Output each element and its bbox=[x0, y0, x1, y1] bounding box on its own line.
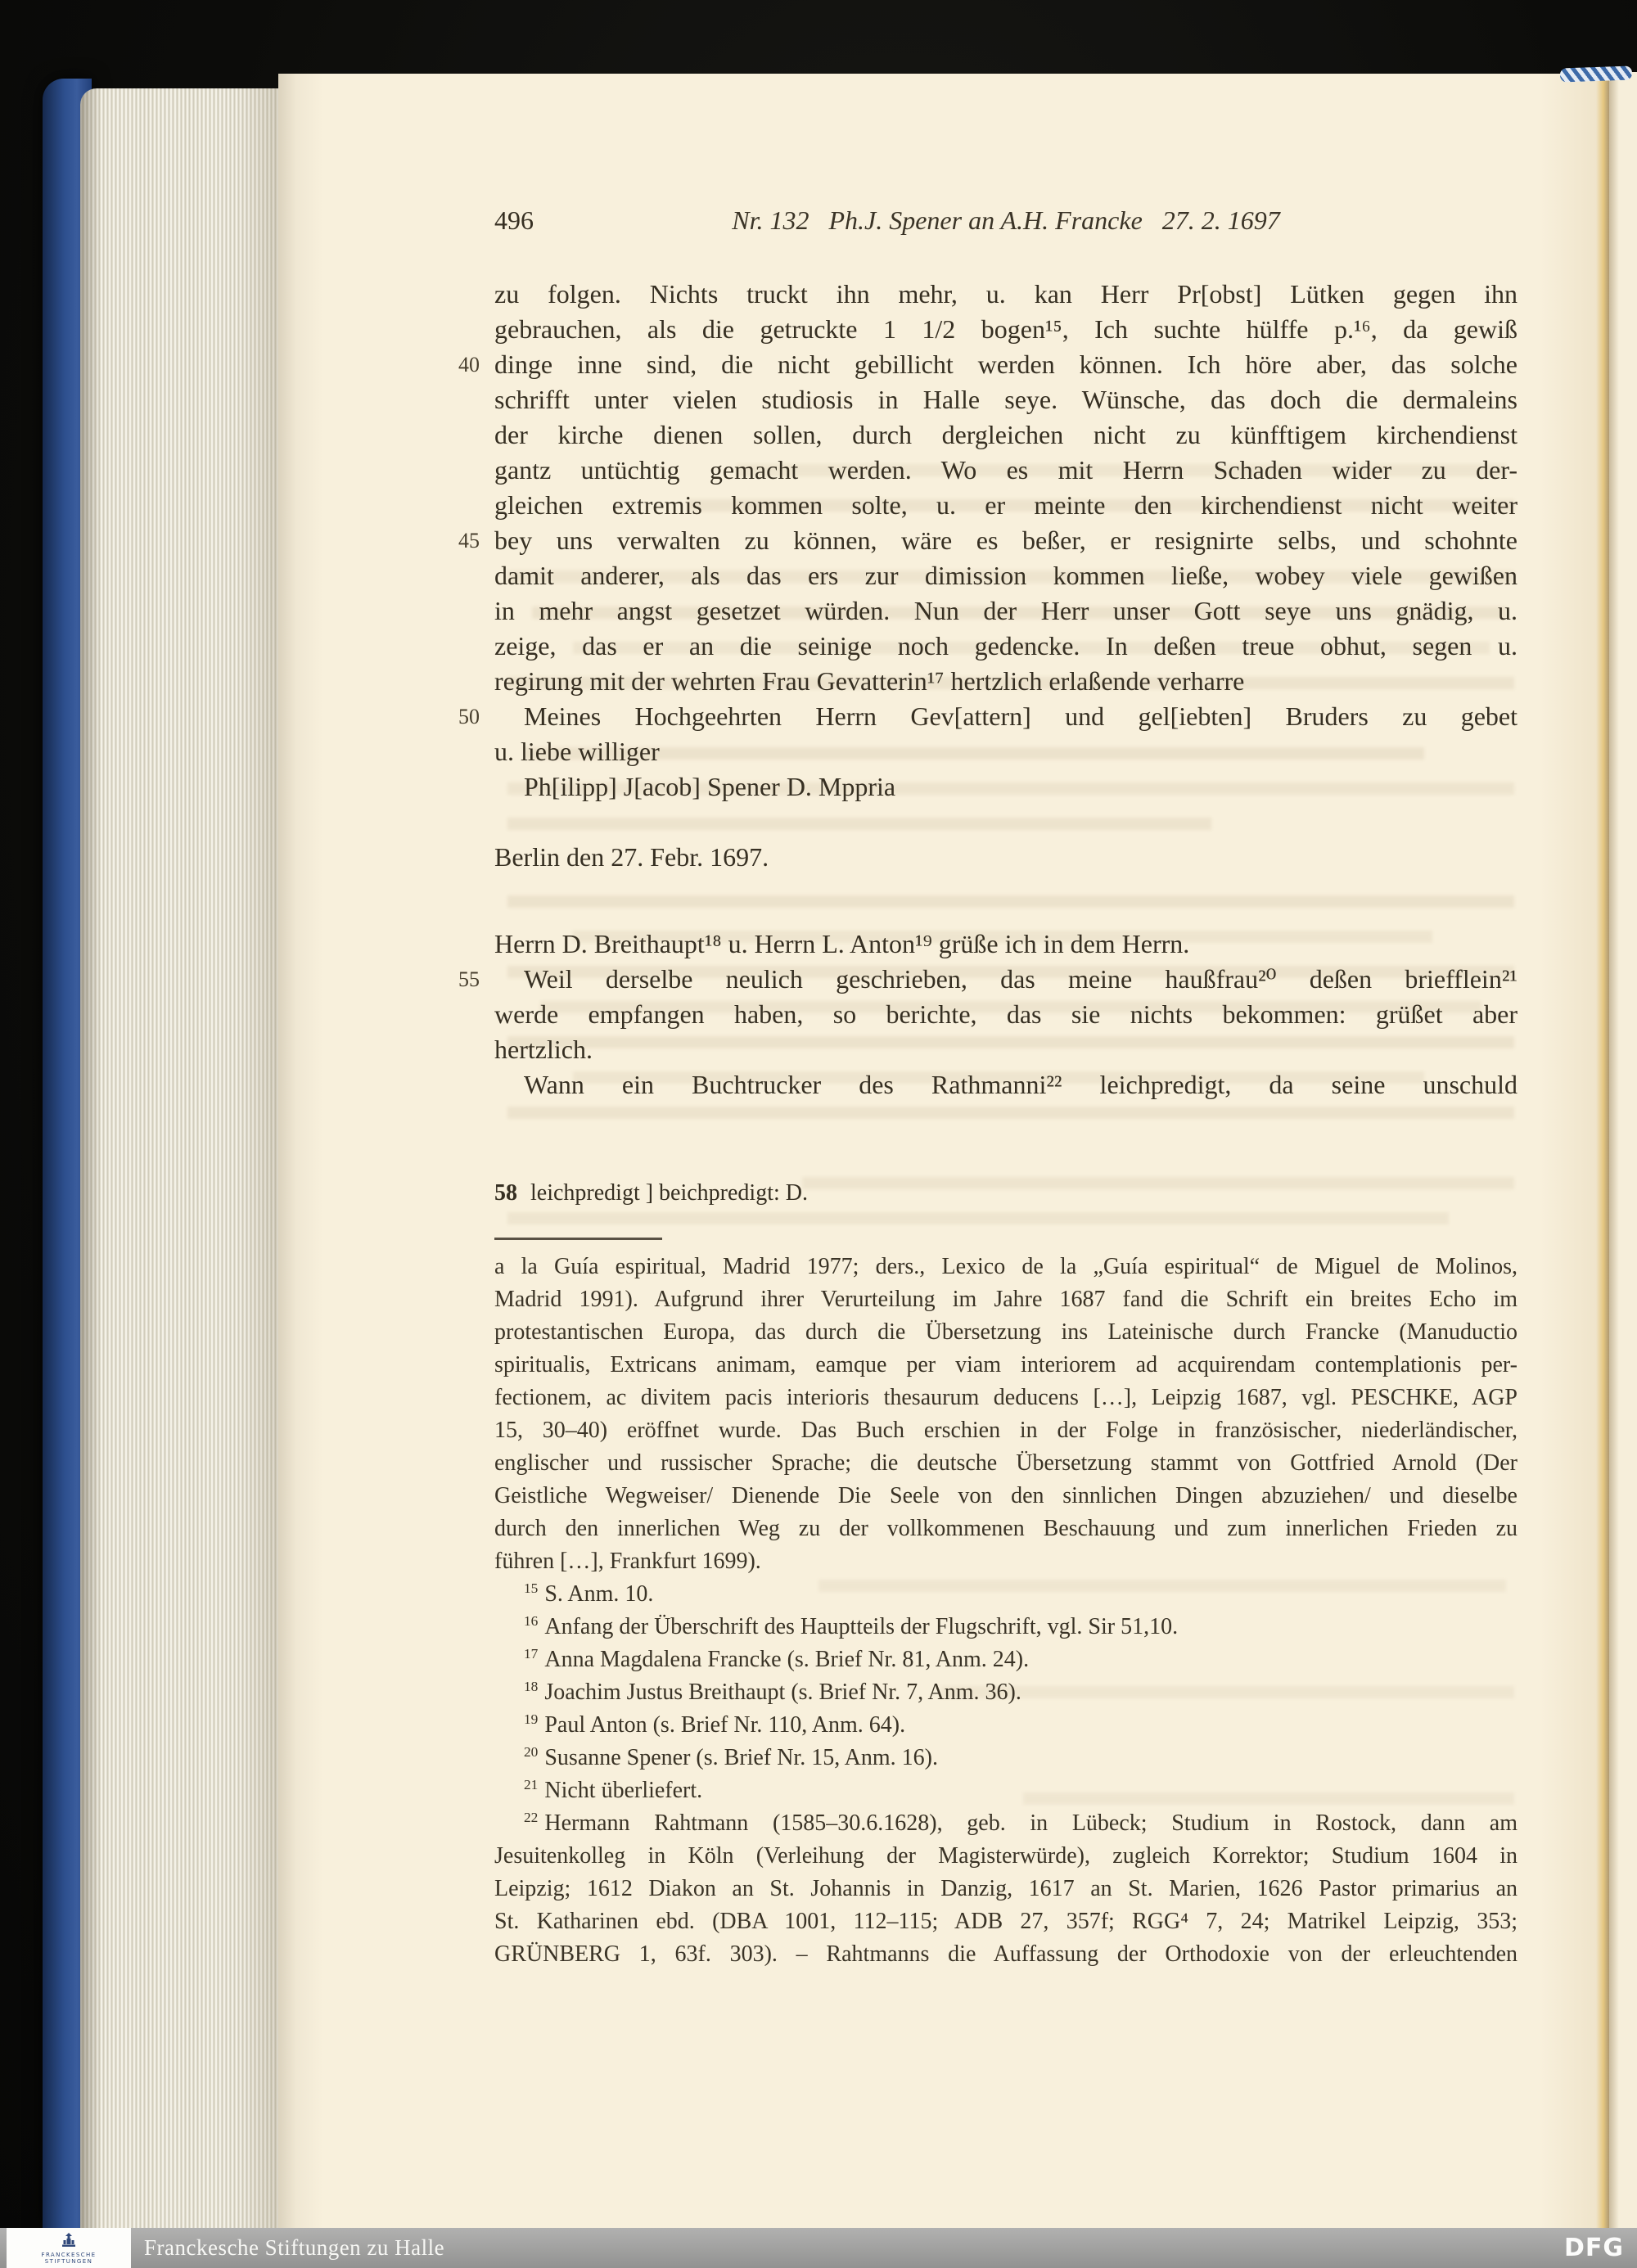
footnote-line: Madrid 1991). Aufgrund ihrer Verurteilung im Jahre 1687 fand die Schrift ein breites Echo im bbox=[494, 1287, 1517, 1312]
franckesche-stiftungen-logo bbox=[7, 2228, 131, 2268]
dfg-logo: DFG bbox=[1563, 2234, 1624, 2262]
letter-line: gebrauchen, als die getruckte 1 1/2 bogen¹⁵, Ich suchte hülffe p.¹⁶, da gewiß bbox=[494, 314, 1517, 344]
footnote-item bbox=[494, 1676, 1517, 1709]
letter-body bbox=[494, 277, 1517, 805]
footnote-carryover bbox=[494, 1251, 1517, 1578]
footnote-line: GRÜNBERG 1, 63f. 303). – Rahtmanns die Auffassung der Orthodoxie von der erleuchtenden bbox=[494, 1941, 1517, 1967]
footnote-number: 16 bbox=[524, 1612, 539, 1629]
footnote-text: Anna Magdalena Francke (s. Brief Nr. 81, Anm. 24). bbox=[544, 1647, 1030, 1672]
footnote-text: Joachim Justus Breithaupt (s. Brief Nr. 7, Anm. 36). bbox=[544, 1680, 1021, 1705]
headband bbox=[1560, 65, 1633, 82]
facing-page-sliver bbox=[1609, 72, 1637, 2228]
critical-apparatus bbox=[494, 1177, 808, 1210]
letter-line: zeige, das er an die seinige noch gedencke. In deßen treue obhut, segen u. bbox=[494, 631, 1517, 661]
postscript-line: hertzlich. bbox=[494, 1035, 593, 1064]
footnote-line: 15, 30–40) eröffnet wurde. Das Buch erschien in der Folge in französischer, niederländischer, bbox=[494, 1418, 1517, 1443]
letter-line: der kirche dienen sollen, durch dergleichen nicht zu künfftigem kirchendienst bbox=[494, 420, 1517, 449]
letter-line: gantz untüchtig gemacht werden. Wo es mit Herrn Schaden wider zu der- bbox=[494, 455, 1517, 485]
footnote-item bbox=[494, 1742, 1517, 1774]
apparatus-entry: leichpredigt ] beichpredigt: D. bbox=[530, 1180, 808, 1206]
footnote-text: Paul Anton (s. Brief Nr. 110, Anm. 64). bbox=[544, 1712, 906, 1738]
footnote-item bbox=[494, 1578, 1517, 1611]
footnote-number: 21 bbox=[524, 1776, 539, 1792]
footnote-line: Leipzig; 1612 Diakon an St. Johannis in Danzig, 1617 an St. Marien, 1626 Pastor primarius an bbox=[494, 1876, 1517, 1901]
margin-line-number: 45 bbox=[458, 529, 480, 552]
footnote-line: führen […], Frankfurt 1699). bbox=[494, 1549, 761, 1574]
postscript-line: werde empfangen haben, so berichte, das sie nichts bekommen: grüßet aber bbox=[494, 999, 1517, 1029]
page-number: 496 bbox=[494, 205, 534, 235]
letter-signature: Ph[ilipp] J[acob] Spener D. Mppria bbox=[524, 772, 896, 801]
footnote-item bbox=[494, 1709, 1517, 1742]
footnote-number: 19 bbox=[524, 1711, 539, 1727]
letter-date: Berlin den 27. Febr. 1697. bbox=[494, 842, 769, 872]
letter-line: u. liebe williger bbox=[494, 737, 660, 766]
footnote-line bbox=[494, 1807, 1517, 1840]
footnote-list bbox=[494, 1578, 1517, 1807]
gutter-fold bbox=[1596, 74, 1609, 2228]
footnote-number: 22 bbox=[524, 1809, 539, 1825]
footnote-item-22 bbox=[494, 1807, 1517, 1971]
letter-line: Meines Hochgeehrten Herrn Gev[attern] und gel[iebten] Bruders zu gebet bbox=[524, 701, 1517, 731]
letter-dateline bbox=[494, 840, 1517, 875]
footnote-number: 20 bbox=[524, 1743, 539, 1760]
postscript-line: Weil derselbe neulich geschrieben, das meine haußfrau²⁰ deßen briefflein²¹ bbox=[524, 964, 1517, 994]
footnote-text: Susanne Spener (s. Brief Nr. 15, Anm. 16). bbox=[544, 1745, 938, 1770]
footnote-line: englischer und russischer Sprache; die deutsche Übersetzung stammt von Gottfried Arnold (Der bbox=[494, 1450, 1517, 1476]
margin-line-number: 55 bbox=[458, 967, 480, 991]
page-stack-edge bbox=[80, 88, 280, 2228]
footnote-number: 15 bbox=[524, 1580, 539, 1596]
footnote-line: a la Guía espiritual, Madrid 1977; ders., Lexico de la „Guía espiritual“ de Miguel de Molinos, bbox=[494, 1254, 1517, 1279]
running-head-title: Nr. 132 Ph.J. Spener an A.H. Francke 27. 2. 1697 bbox=[732, 205, 1280, 235]
footnote-text: S. Anm. 10. bbox=[544, 1581, 654, 1607]
margin-line-number: 40 bbox=[458, 353, 480, 376]
footnote-line: Geistliche Wegweiser/ Dienende Die Seele von den sinnlichen Dingen abzuziehen/ und dieselbe bbox=[494, 1483, 1517, 1508]
margin-line-number: 50 bbox=[458, 705, 480, 728]
apparatus-line-ref: 58 bbox=[494, 1180, 517, 1206]
eagle-emblem-icon bbox=[56, 2232, 81, 2252]
letter-line: in mehr angst gesetzet würden. Nun der Herr unser Gott seye uns gnädig, u. bbox=[494, 596, 1517, 625]
postscript-line: Wann ein Buchtrucker des Rathmanni²² leichpredigt, da seine unschuld bbox=[524, 1070, 1517, 1099]
footnote-line: durch den innerlichen Weg zu der vollkommenen Beschauung und zum innerlichen Frieden zu bbox=[494, 1516, 1517, 1541]
letter-line: regirung mit der wehrten Frau Gevatterin¹⁷ hertzlich erlaßende verharre bbox=[494, 666, 1245, 696]
footnote-number: 17 bbox=[524, 1645, 539, 1662]
letter-line: damit anderer, als das ers zur dimission kommen ließe, wobey viele gewißen bbox=[494, 561, 1517, 590]
footnote-item bbox=[494, 1611, 1517, 1644]
footnote-item bbox=[494, 1774, 1517, 1807]
postscript-line: Herrn D. Breithaupt¹⁸ u. Herrn L. Anton¹⁹ grüße ich in dem Herrn. bbox=[494, 929, 1190, 958]
footnote-line: Jesuitenkolleg in Köln (Verleihung der Magisterwürde), zugleich Korrektor; Studium 1604 in bbox=[494, 1843, 1517, 1869]
footnote-line: St. Katharinen ebd. (DBA 1001, 112–115; ADB 27, 357f; RGG⁴ 7, 24; Matrikel Leipzig, 353; bbox=[494, 1909, 1517, 1934]
footnote-line: protestantischen Europa, das durch die Übersetzung ins Lateinische durch Francke (Manuductio bbox=[494, 1319, 1517, 1345]
letter-line: bey uns verwalten zu können, wäre es beßer, er resignirte selbs, und schohnte bbox=[494, 525, 1517, 555]
footnote-number: 18 bbox=[524, 1678, 539, 1694]
logo-caption-line: FRANCKESCHE bbox=[41, 2251, 97, 2258]
letter-line: gleichen extremis kommen solte, u. er meinte den kirchendienst nicht weiter bbox=[494, 490, 1517, 520]
institution-name: Franckesche Stiftungen zu Halle bbox=[144, 2235, 445, 2260]
footnote-text: Nicht überliefert. bbox=[544, 1778, 703, 1803]
letter-postscript bbox=[494, 927, 1517, 1102]
footnote-line: fectionem, ac divitem pacis interioris thesaurum deducens […], Leipzig 1687, vgl. PESCHKE, AGP bbox=[494, 1385, 1517, 1410]
letter-line: schrifft unter vielen studiosis in Halle seye. Wünsche, das doch die dermaleins bbox=[494, 385, 1517, 414]
logo-caption-line: STIFTUNGEN bbox=[44, 2257, 93, 2265]
footnote-item bbox=[494, 1644, 1517, 1676]
letter-line: zu folgen. Nichts truckt ihn mehr, u. kan Herr Pr[obst] Lütken gegen ihn bbox=[494, 279, 1517, 309]
footnote-line: spiritualis, Extricans animam, eamque per viam interiorem ad acquirendam contemplationis per- bbox=[494, 1352, 1517, 1377]
footnote-text: Anfang der Überschrift des Hauptteils der Flugschrift, vgl. Sir 51,10. bbox=[544, 1614, 1179, 1639]
footnote-text: Hermann Rahtmann (1585–30.6.1628), geb. in Lübeck; Studium in Rostock, dann am bbox=[544, 1810, 1517, 1836]
letter-line: dinge inne sind, die nicht gebillicht werden können. Ich höre aber, das solche bbox=[494, 349, 1517, 379]
footnote-separator-rule bbox=[494, 1238, 662, 1240]
